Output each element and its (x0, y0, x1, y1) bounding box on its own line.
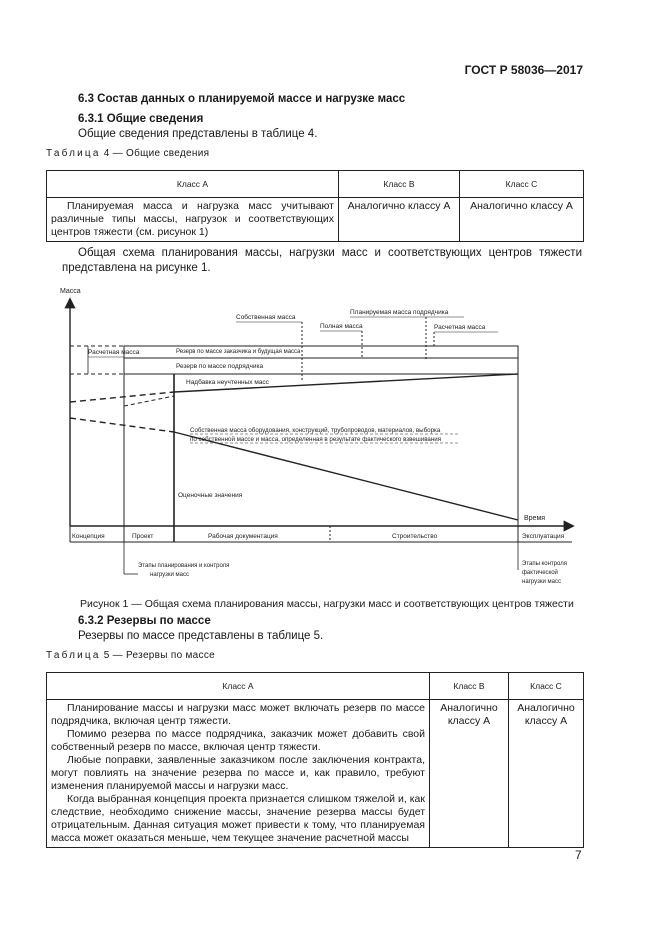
section-6-3-2-title: 6.3.2 Резервы по массе (78, 615, 211, 627)
table4 (46, 170, 584, 242)
table4-header-c: Класс С (460, 171, 584, 198)
stage-note-right-line1: Этапы контроля (522, 561, 567, 567)
phase-concept: Концепция (72, 533, 105, 540)
phase-construction: Строительство (392, 533, 438, 540)
label-allowance: Надбавка неучтенных масс (186, 379, 269, 386)
table4-header-b: Класс В (339, 171, 460, 198)
table5-caption-prefix: Таблица (46, 650, 101, 661)
label-equipment-line2: по собственной массе и масса, определенная в результате фактического взвешивания (190, 436, 442, 443)
allowance-inner-dashed (124, 396, 174, 406)
label-calculated-mass-left: Расчетная масса (88, 349, 140, 356)
phase-workdocs: Рабочая документация (208, 533, 278, 540)
phase-project: Проект (132, 533, 154, 540)
stage-note-left-line1: Этапы планирования и контроля (138, 563, 230, 569)
estimates-line (174, 432, 518, 520)
stage-note-right-line2: фактической (522, 570, 558, 576)
table5-caption (46, 650, 215, 661)
table5-paragraph: Помимо резерва по массе подрядчика, заказчик может добавить свой собственный резерв по массе, включая центр тяжести. (51, 728, 425, 753)
table4-cell-c: Аналогично классу А (460, 198, 584, 242)
section-6-3-title: 6.3 Состав данных о планируемой массе и нагрузке масс (78, 93, 406, 105)
figure-intro-paragraph: Общая схема планирования массы, нагрузки масс и соответствующих центров тяжести представлена на рисунке 1. (62, 247, 582, 274)
label-estimates: Оценочные значения (178, 492, 243, 499)
label-full-mass: Полная масса (320, 323, 363, 330)
table5-cell-b: Аналогично классу А (430, 700, 509, 848)
label-calculated-mass-top: Расчетная масса (434, 324, 486, 331)
table4-caption-rest: 4 — Общие сведения (100, 148, 210, 159)
label-equipment-line1: Собственная масса оборудования, конструкций, трубопроводов, материалов, выборка (190, 427, 441, 434)
phase-operation: Эксплуатация (522, 533, 565, 540)
table5-header-a: Класс А (47, 673, 430, 700)
figure1-caption: Рисунок 1 — Общая схема планирования массы, нагрузки масс и соответствующих центров тяжести (80, 598, 574, 610)
stage-note-left-line2: нагрузки масс (150, 572, 189, 578)
x-axis-label: Время (524, 515, 546, 522)
table4-caption-prefix: Таблица (46, 148, 101, 159)
y-axis-label: Масса (60, 288, 81, 295)
document-id: ГОСТ Р 58036—2017 (464, 63, 583, 77)
figure1-diagram (40, 282, 600, 592)
table4-header-a: Класс А (47, 171, 339, 198)
allowance-line-dashed (70, 392, 174, 402)
section-6-3-1-title: 6.3.1 Общие сведения (78, 113, 204, 125)
table4-caption (46, 148, 209, 159)
table4-cell-b: Аналогично классу А (339, 198, 460, 242)
label-reserve-customer: Резерв по массе заказчика и будущая масса (176, 349, 301, 355)
table5-header-b: Класс В (430, 673, 509, 700)
table5-cell-c: Аналогично классу А (509, 700, 584, 848)
table5-header-c: Класс С (509, 673, 584, 700)
table4-cell-a: Планируемая масса и нагрузка масс учитывают различные типы массы, нагрузок и соответствующих центров тяжести (см. рисунок 1) (47, 198, 339, 242)
table5-caption-rest: 5 — Резервы по массе (100, 650, 216, 661)
label-reserve-contractor: Резерв по массе подрядчика (176, 363, 264, 370)
label-planned-mass-contractor: Планируемая масса подрядчика (350, 309, 449, 316)
page-number: 7 (575, 848, 582, 862)
table5-paragraph: Любые поправки, заявленные заказчиком после заключения контракта, могут повлиять на значение резерва по массе и, как правило, требуют изменения планируемой массы и нагрузки масс. (51, 754, 425, 792)
estimates-line-dashed (70, 418, 174, 432)
table5-cell-a (47, 700, 430, 848)
table5 (46, 672, 584, 848)
label-own-mass: Собственная масса (236, 314, 296, 321)
table5-paragraph: Когда выбранная концепция проекта признается слишком тяжелой и, как следствие, необходимо снижение массы, значение резерва массы будет отрицательным. Данная ситуация может привести к тому, что планируемая масса может оказаться меньше, чем текущее значение расчетной массы (51, 793, 425, 844)
stage-note-right-line3: нагрузки масс (522, 579, 561, 585)
section-6-3-1-intro: Общие сведения представлены в таблице 4. (78, 128, 318, 140)
table5-paragraph: Планирование массы и нагрузки масс может включать резерв по массе подрядчика, включая центр тяжести. (51, 702, 425, 727)
section-6-3-2-intro: Резервы по массе представлены в таблице 5. (78, 630, 324, 642)
